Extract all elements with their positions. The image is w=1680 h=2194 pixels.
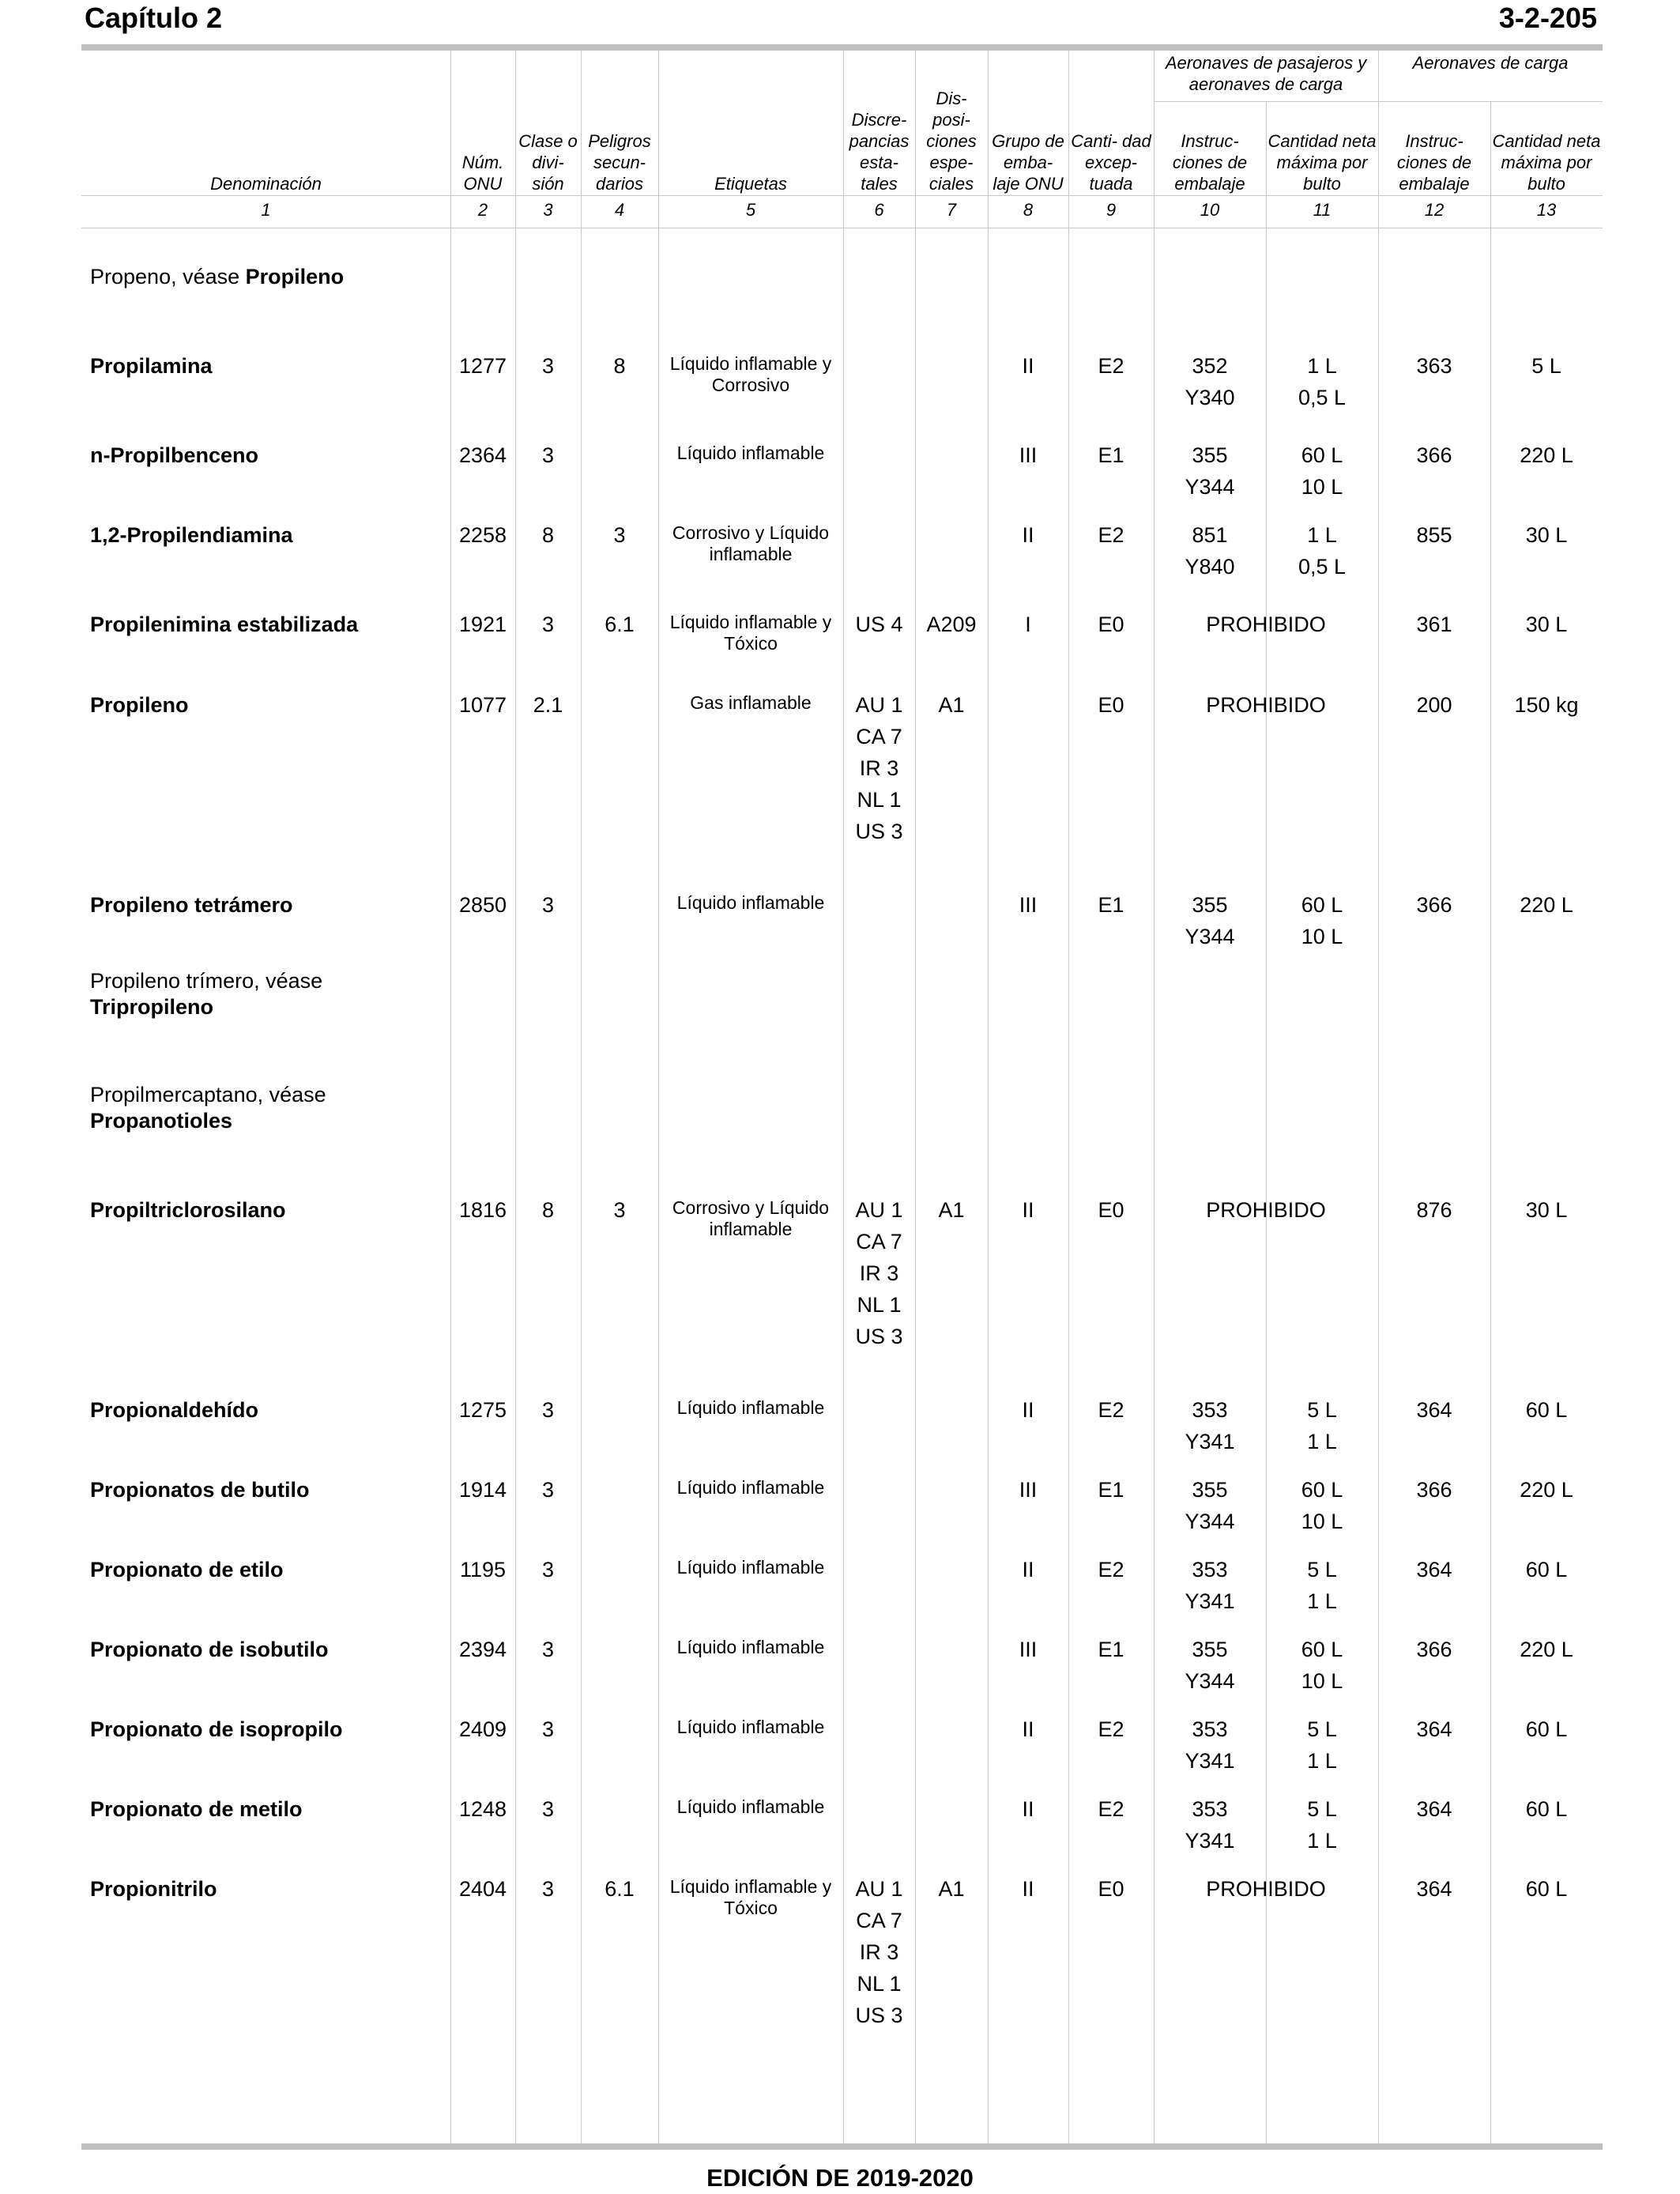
max-net-quantity: 1 L — [1307, 523, 1337, 547]
un-number: 1914 — [458, 1478, 507, 1502]
group-header-cargo: Aeronaves de carga — [1412, 53, 1569, 73]
max-net-quantity: 60 L — [1301, 1478, 1343, 1502]
cargo-packing-instruction: 366 — [1416, 893, 1452, 917]
cargo-max-quantity: 220 L — [1520, 893, 1573, 917]
name-reference-text: Propilmercaptano, véase — [90, 1083, 326, 1106]
name-bold-text: Propiltriclorosilano — [90, 1198, 286, 1222]
secondary-hazard: 6.1 — [605, 613, 635, 636]
column-header: Dis- posi- ciones espe- ciales — [926, 89, 977, 194]
column-number: 13 — [1536, 200, 1557, 220]
hazard-label: Líquido inflamable — [676, 1796, 825, 1817]
column-divider — [1490, 101, 1491, 2143]
prohibited-text: PROHIBIDO — [1206, 1198, 1326, 1222]
max-net-quantity: 5 L — [1307, 1558, 1337, 1581]
name-bold-text: Propionitrilo — [90, 1877, 217, 1901]
un-number: 1248 — [458, 1797, 507, 1821]
packing-group: III — [1019, 893, 1038, 917]
column-header: Canti- dad excep- tuada — [1071, 131, 1151, 194]
packing-instruction: 355 — [1192, 893, 1228, 917]
packing-instruction: 851 — [1192, 523, 1228, 547]
cargo-packing-instruction: 366 — [1416, 1478, 1452, 1502]
name-bold-text: Propionaldehído — [90, 1398, 258, 1422]
hazard-label: Líquido inflamable — [676, 1637, 825, 1657]
excepted-quantity: E0 — [1098, 693, 1124, 717]
packing-group: II — [1022, 1717, 1034, 1741]
excepted-quantity: E0 — [1098, 613, 1124, 636]
hazard-label: Líquido inflamable — [676, 1397, 825, 1418]
cargo-packing-instruction: 364 — [1416, 1797, 1452, 1821]
cargo-max-quantity: 60 L — [1525, 1797, 1568, 1821]
cargo-packing-instruction: 366 — [1416, 443, 1452, 467]
class-division: 2.1 — [533, 693, 563, 717]
page-number: 3-2-205 — [1498, 2, 1597, 34]
class-division: 3 — [541, 443, 555, 467]
class-division: 3 — [541, 354, 555, 378]
un-number: 1195 — [459, 1558, 507, 1581]
column-number: 10 — [1200, 200, 1220, 220]
cargo-packing-instruction: 364 — [1416, 1558, 1452, 1581]
cargo-max-quantity: 30 L — [1525, 1198, 1568, 1222]
cargo-packing-instruction: 200 — [1416, 693, 1452, 717]
substance-name — [90, 1477, 438, 1503]
column-number: 3 — [543, 200, 553, 220]
packing-instruction: 352 — [1192, 354, 1228, 378]
secondary-hazard: 8 — [613, 354, 626, 378]
max-net-quantity: 1 L — [1307, 1829, 1337, 1853]
column-number: 4 — [614, 200, 625, 220]
column-header: Peligros secun- darios — [588, 131, 651, 194]
excepted-quantity: E0 — [1098, 1198, 1124, 1222]
hazard-label: Gas inflamable — [690, 692, 812, 713]
packing-instruction: Y344 — [1185, 925, 1235, 948]
packing-group: III — [1019, 1638, 1038, 1661]
group-header-passenger: Aeronaves de pasajeros y aeronaves de carga — [1165, 53, 1367, 94]
column-header: Cantidad neta máxima por bulto — [1268, 131, 1377, 194]
un-number: 1277 — [458, 354, 507, 378]
substance-name — [90, 443, 438, 469]
cargo-max-quantity: 30 L — [1525, 523, 1568, 547]
column-header: Cantidad neta máxima por bulto — [1492, 131, 1601, 194]
name-bold-text: Propionato de isobutilo — [90, 1638, 329, 1661]
column-divider — [658, 51, 659, 2143]
special-provisions: A1 — [938, 1877, 965, 1901]
column-header: Núm. ONU — [461, 153, 504, 194]
packing-group: II — [1022, 1797, 1034, 1821]
prohibited-text: PROHIBIDO — [1206, 693, 1326, 717]
max-net-quantity: 1 L — [1307, 354, 1337, 378]
packing-instruction: 353 — [1192, 1558, 1228, 1581]
chapter-title: Capítulo 2 — [85, 2, 223, 34]
name-reference-text: Propileno trímero, véase — [90, 969, 323, 993]
name-bold-text: Propileno — [90, 693, 189, 717]
packing-instruction: 353 — [1192, 1717, 1228, 1741]
cargo-packing-instruction: 876 — [1416, 1198, 1452, 1222]
packing-instruction: 355 — [1192, 443, 1228, 467]
state-variations: AU 1 CA 7 IR 3 NL 1 US 3 — [855, 1198, 903, 1348]
column-number: 5 — [745, 200, 756, 220]
special-provisions: A209 — [926, 613, 977, 636]
max-net-quantity: 1 L — [1307, 1749, 1337, 1773]
column-header: Discre- pancias esta- tales — [849, 110, 910, 194]
substance-name — [90, 522, 438, 548]
cargo-max-quantity: 30 L — [1525, 613, 1568, 636]
packing-group: II — [1022, 523, 1034, 547]
packing-instruction: Y344 — [1185, 475, 1235, 499]
packing-group: III — [1019, 1478, 1038, 1502]
hazard-label: Líquido inflamable — [676, 1717, 825, 1737]
state-variations: AU 1 CA 7 IR 3 NL 1 US 3 — [855, 1877, 903, 2027]
packing-group: II — [1022, 1558, 1034, 1581]
column-number: 1 — [261, 200, 271, 220]
hazard-label: Líquido inflamable — [676, 892, 825, 913]
packing-instruction: Y341 — [1185, 1749, 1235, 1773]
column-divider — [915, 51, 916, 2143]
class-division: 3 — [541, 893, 555, 917]
name-bold-text: Propionato de metilo — [90, 1797, 303, 1821]
class-division: 8 — [541, 1198, 555, 1222]
column-number: 8 — [1023, 200, 1034, 220]
excepted-quantity: E2 — [1098, 354, 1124, 378]
column-number: 9 — [1106, 200, 1117, 220]
excepted-quantity: E2 — [1098, 1797, 1124, 1821]
max-net-quantity: 5 L — [1307, 1398, 1337, 1422]
cargo-max-quantity: 150 kg — [1514, 693, 1579, 717]
packing-instruction: 355 — [1192, 1638, 1228, 1661]
column-divider — [843, 51, 844, 2143]
packing-instruction: Y344 — [1185, 1669, 1235, 1693]
edition-footer: EDICIÓN DE 2019-2020 — [706, 2164, 974, 2192]
excepted-quantity: E2 — [1098, 1398, 1124, 1422]
max-net-quantity: 1 L — [1307, 1430, 1337, 1453]
hazard-label: Líquido inflamable — [676, 1557, 825, 1578]
cargo-max-quantity: 60 L — [1525, 1558, 1568, 1581]
cargo-max-quantity: 220 L — [1520, 1638, 1573, 1661]
name-bold-text: 1,2-Propilendiamina — [90, 523, 293, 547]
excepted-quantity: E2 — [1098, 1717, 1124, 1741]
excepted-quantity: E1 — [1098, 893, 1124, 917]
cargo-packing-instruction: 855 — [1416, 523, 1452, 547]
packing-instruction: 353 — [1192, 1797, 1228, 1821]
excepted-quantity: E2 — [1098, 523, 1124, 547]
state-variations: US 4 — [855, 613, 903, 636]
un-number: 1275 — [458, 1398, 507, 1422]
class-division: 3 — [541, 1717, 555, 1741]
excepted-quantity: E0 — [1098, 1877, 1124, 1901]
cargo-packing-instruction: 364 — [1416, 1877, 1452, 1901]
substance-name — [90, 692, 438, 718]
max-net-quantity: 10 L — [1301, 1669, 1343, 1693]
substance-name — [90, 892, 438, 918]
secondary-hazard: 3 — [613, 1198, 626, 1222]
max-net-quantity: 1 L — [1307, 1589, 1337, 1613]
cargo-max-quantity: 220 L — [1520, 443, 1573, 467]
column-number: 6 — [874, 200, 884, 220]
substance-name — [90, 353, 438, 379]
name-bold-text: Propilenimina estabilizada — [90, 613, 359, 636]
substance-name — [90, 264, 438, 290]
class-division: 3 — [541, 1558, 555, 1581]
column-number: 2 — [477, 200, 488, 220]
cargo-max-quantity: 220 L — [1520, 1478, 1573, 1502]
name-bold-text: Propionato de isopropilo — [90, 1717, 343, 1741]
bottom-rule — [81, 2143, 1603, 2150]
substance-name — [90, 1197, 438, 1223]
header-divider — [81, 195, 1603, 196]
max-net-quantity: 5 L — [1307, 1717, 1337, 1741]
substance-name — [90, 1082, 438, 1134]
un-number: 1921 — [458, 613, 507, 636]
max-net-quantity: 60 L — [1301, 893, 1343, 917]
group-header-divider — [1154, 101, 1603, 102]
excepted-quantity: E1 — [1098, 1478, 1124, 1502]
prohibited-text: PROHIBIDO — [1206, 1877, 1326, 1901]
packing-instruction: Y340 — [1185, 386, 1235, 409]
packing-group: II — [1022, 354, 1034, 378]
column-number: 11 — [1313, 200, 1332, 220]
cargo-packing-instruction: 366 — [1416, 1638, 1452, 1661]
name-reference-text: Propeno, véase — [90, 265, 246, 288]
hazard-label: Líquido inflamable y Tóxico — [669, 1876, 832, 1918]
column-header: Instruc- ciones de embalaje — [1396, 131, 1472, 194]
cargo-packing-instruction: 361 — [1416, 613, 1452, 636]
un-number: 1816 — [458, 1198, 507, 1222]
name-bold-text: Tripropileno — [90, 995, 214, 1019]
substance-name — [90, 968, 438, 1020]
column-header: Instruc- ciones de embalaje — [1172, 131, 1248, 194]
packing-group: III — [1019, 443, 1038, 467]
column-header: Grupo de emba- laje ONU — [992, 131, 1064, 194]
name-bold-text: n-Propilbenceno — [90, 443, 259, 467]
substance-name — [90, 1397, 438, 1423]
class-division: 3 — [541, 1638, 555, 1661]
max-net-quantity: 0,5 L — [1298, 555, 1347, 579]
special-provisions: A1 — [938, 1198, 965, 1222]
class-division: 8 — [541, 523, 555, 547]
hazard-label: Líquido inflamable y Corrosivo — [669, 353, 832, 395]
packing-group: II — [1022, 1398, 1034, 1422]
excepted-quantity: E2 — [1098, 1558, 1124, 1581]
secondary-hazard: 3 — [613, 523, 626, 547]
max-net-quantity: 10 L — [1301, 925, 1343, 948]
max-net-quantity: 10 L — [1301, 1510, 1343, 1533]
cargo-max-quantity: 60 L — [1525, 1398, 1568, 1422]
packing-instruction: 353 — [1192, 1398, 1228, 1422]
packing-group: II — [1022, 1198, 1034, 1222]
hazard-label: Corrosivo y Líquido inflamable — [672, 522, 830, 564]
substance-name — [90, 1717, 438, 1743]
cargo-packing-instruction: 364 — [1416, 1717, 1452, 1741]
cargo-max-quantity: 60 L — [1525, 1717, 1568, 1741]
un-number: 2404 — [458, 1877, 507, 1901]
substance-name — [90, 1876, 438, 1902]
max-net-quantity: 10 L — [1301, 475, 1343, 499]
max-net-quantity: 60 L — [1301, 1638, 1343, 1661]
class-division: 3 — [541, 1398, 555, 1422]
hazard-label: Líquido inflamable y Tóxico — [669, 612, 832, 654]
column-header: Denominación — [210, 174, 322, 194]
name-bold-text: Propionatos de butilo — [90, 1478, 310, 1502]
packing-instruction: Y344 — [1185, 1510, 1235, 1533]
packing-instruction: Y341 — [1185, 1589, 1235, 1613]
packing-instruction: Y341 — [1185, 1829, 1235, 1853]
un-number: 2394 — [458, 1638, 507, 1661]
un-number: 2850 — [458, 893, 507, 917]
hazard-label: Líquido inflamable — [676, 443, 825, 463]
column-number: 7 — [946, 200, 957, 220]
excepted-quantity: E1 — [1098, 443, 1124, 467]
column-number: 12 — [1424, 200, 1445, 220]
excepted-quantity: E1 — [1098, 1638, 1124, 1661]
un-number: 2258 — [458, 523, 507, 547]
max-net-quantity: 60 L — [1301, 443, 1343, 467]
column-header: Clase o divi- sión — [518, 131, 578, 194]
max-net-quantity: 0,5 L — [1298, 386, 1347, 409]
packing-instruction: 355 — [1192, 1478, 1228, 1502]
hazard-label: Líquido inflamable — [676, 1477, 825, 1498]
secondary-hazard: 6.1 — [605, 1877, 635, 1901]
max-net-quantity: 5 L — [1307, 1797, 1337, 1821]
packing-group: I — [1025, 613, 1031, 636]
name-bold-text: Propileno tetrámero — [90, 893, 293, 917]
packing-instruction: Y341 — [1185, 1430, 1235, 1453]
class-division: 3 — [541, 1877, 555, 1901]
state-variations: AU 1 CA 7 IR 3 NL 1 US 3 — [855, 693, 903, 843]
un-number: 2364 — [458, 443, 507, 467]
un-number: 2409 — [458, 1717, 507, 1741]
special-provisions: A1 — [938, 693, 965, 717]
column-header: Etiquetas — [714, 174, 787, 194]
packing-instruction: Y840 — [1185, 555, 1235, 579]
name-bold-text: Propileno — [245, 265, 345, 288]
class-division: 3 — [541, 613, 555, 636]
substance-name — [90, 1637, 438, 1663]
cargo-packing-instruction: 364 — [1416, 1398, 1452, 1422]
name-bold-text: Propanotioles — [90, 1109, 233, 1133]
prohibited-text: PROHIBIDO — [1206, 613, 1326, 636]
name-bold-text: Propionato de etilo — [90, 1558, 284, 1581]
packing-group: II — [1022, 1877, 1034, 1901]
class-division: 3 — [541, 1797, 555, 1821]
substance-name — [90, 612, 438, 638]
class-division: 3 — [541, 1478, 555, 1502]
cargo-max-quantity: 5 L — [1531, 354, 1561, 378]
un-number: 1077 — [458, 693, 507, 717]
cargo-max-quantity: 60 L — [1525, 1877, 1568, 1901]
cargo-packing-instruction: 363 — [1416, 354, 1452, 378]
hazard-label: Corrosivo y Líquido inflamable — [672, 1197, 830, 1239]
substance-name — [90, 1796, 438, 1823]
name-bold-text: Propilamina — [90, 354, 213, 378]
substance-name — [90, 1557, 438, 1583]
